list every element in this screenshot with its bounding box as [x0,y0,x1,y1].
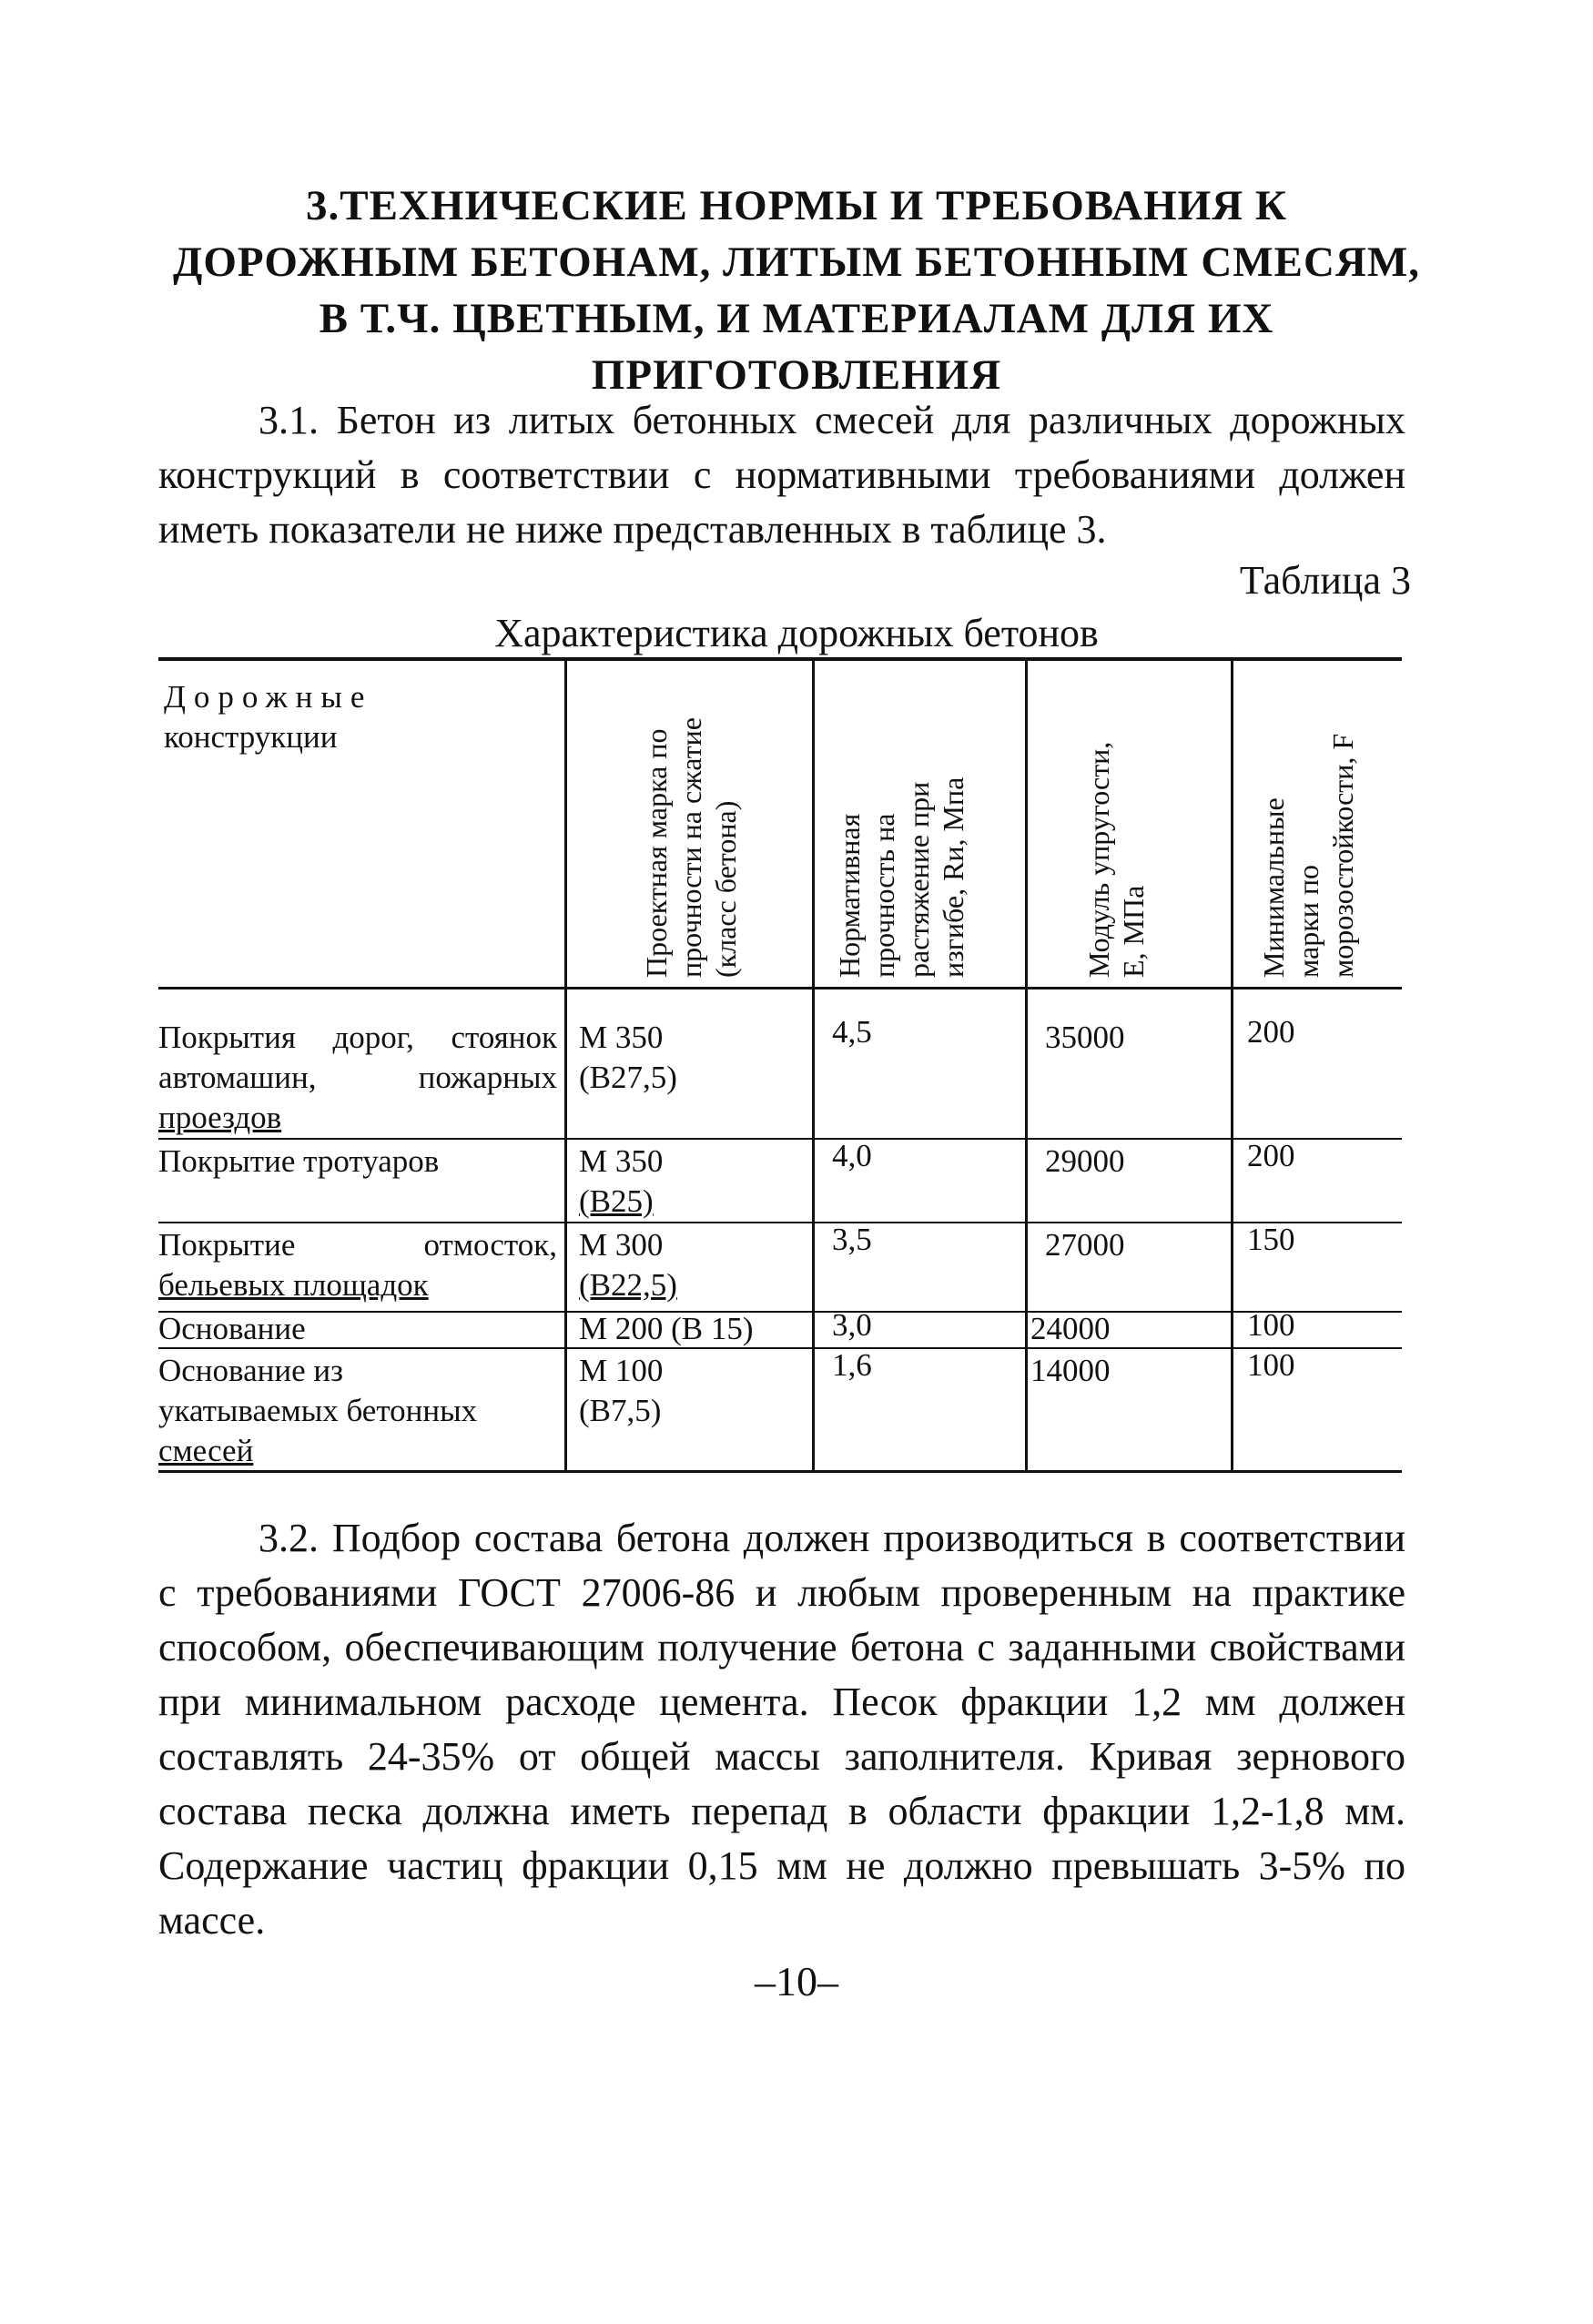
table-row-1-construction [158,1018,557,1138]
cell-line: Покрытие отмосток, [158,1227,557,1263]
row-rule [158,1222,1402,1223]
table-row-3-frost: 150 [1247,1222,1295,1257]
header-text: (класс бетона) [709,800,742,978]
cell-line: (В7,5) [579,1393,662,1428]
column-rule [1231,657,1233,1473]
table-row-4-frost: 100 [1247,1307,1295,1343]
cell-line: смесей [158,1433,254,1468]
cell-line: Покрытия дорог, стоянок [158,1020,557,1055]
cell-line: Основание из [158,1353,343,1388]
cell-line: (В22,5) [579,1267,677,1303]
paragraph-line: способом, обеспечивающим получение бетона с заданными свойствами [158,1625,1405,1669]
table-row-3-construction [158,1225,557,1305]
cell-line: (В27,5) [579,1060,677,1095]
table-row-5-modulus: 14000 [1030,1353,1111,1388]
heading-line: ДОРОЖНЫМ БЕТОНАМ, ЛИТЫМ БЕТОННЫМ СМЕСЯМ, [173,238,1420,286]
page-number: –10– [755,1958,838,2004]
table-row-2-construction [158,1142,557,1182]
table-number: Таблица 3 [1239,558,1411,603]
row-rule [158,1138,1402,1140]
cell-line: автомашин, пожарных [158,1060,557,1095]
cell-line: М 300 [579,1227,664,1263]
paragraph-line: конструкций в соответствии с нормативными требованиями должен [158,452,1405,497]
header-text: Минимальные [1257,797,1290,978]
table-row-2-grade [579,1142,663,1222]
table-row-3-strength: 3,5 [832,1222,872,1257]
cell-line: укатываемых бетонных [158,1393,478,1428]
paragraph-line: 3.1. Бетон из литых бетонных смесей для различных дорожных [259,398,1405,442]
header-text: прочности на сжатие [675,717,707,978]
header-text: морозостойкости, F [1326,733,1359,978]
paragraph-3-2 [158,1511,1405,1948]
paragraph-line: иметь показатели не ниже представленных в таблице 3. [158,507,1107,552]
header-bottom-rule [158,987,1402,989]
header-frost-resistance [1256,734,1360,978]
header-text: марки по [1292,864,1324,978]
cell-line: (В25) [579,1183,654,1219]
table-title: Характеристика дорожных бетонов [494,611,1099,655]
column-rule [1025,657,1028,1473]
heading-line: 3.ТЕХНИЧЕСКИЕ НОРМЫ И ТРЕБОВАНИЯ К [306,182,1287,229]
heading-line: ПРИГОТОВЛЕНИЯ [591,351,1002,399]
paragraph-line: с требованиями ГОСТ 27006-86 и любым проверенным на практике [158,1570,1405,1615]
table-row-5-construction [158,1351,557,1471]
cell-line: М 350 [579,1020,664,1055]
header-text: прочность на [868,813,900,978]
cell-line: Покрытие тротуаров [158,1143,440,1179]
table-row-5-grade [579,1351,663,1431]
table-row-2-strength: 4,0 [832,1138,872,1173]
paragraph-line: при минимальном расходе цемента. Песок фракции 1,2 мм должен [158,1680,1405,1724]
header-text: Модуль упругости, [1082,741,1115,978]
cell-line: М 100 [579,1353,664,1388]
header-text: Е, МПа [1117,885,1150,978]
table-row-4-construction [158,1309,557,1349]
paragraph-line: массе. [158,1898,266,1943]
table-row-3-grade [579,1225,677,1305]
table-row-1-frost: 200 [1247,1014,1295,1050]
header-text: изгибе, Rи, Мпа [937,776,969,978]
paragraph-3-1 [158,393,1405,557]
table-row-4-modulus: 24000 [1030,1311,1111,1346]
paragraph-line: 3.2. Подбор состава бетона должен производиться в соответствии [259,1516,1405,1560]
table-row-1-grade [579,1018,677,1098]
table-row-5-frost: 100 [1247,1347,1295,1383]
table-row-4-grade [579,1309,754,1349]
cell-line: М 350 [579,1143,664,1179]
paragraph-line: составлять 24-35% от общей массы заполнителя. Кривая зернового [158,1734,1405,1779]
cell-line: проездов [158,1100,282,1135]
header-text: конструкции [164,719,338,755]
header-constructions [164,677,546,757]
paragraph-line: Содержание частиц фракции 0,15 мм не должно превышать 3-5% по [158,1843,1405,1888]
header-elastic-modulus [1081,742,1151,978]
concrete-characteristics-table [158,657,1402,1472]
column-rule [812,657,815,1473]
table-row-1-strength: 4,5 [832,1014,872,1050]
header-text: Проектная марка по [640,728,673,978]
header-flexural-strength [832,777,970,978]
table-row-1-modulus: 35000 [1045,1020,1125,1055]
table-row-2-frost: 200 [1247,1138,1295,1173]
table-row-2-modulus: 29000 [1045,1143,1125,1179]
cell-line: М 200 (В 15) [579,1311,754,1346]
table-row-3-modulus: 27000 [1045,1227,1125,1263]
section-heading [155,178,1438,403]
cell-line: бельевых площадок [158,1267,429,1303]
header-design-grade [639,717,743,978]
heading-line: В Т.Ч. ЦВЕТНЫМ, И МАТЕРИАЛАМ ДЛЯ ИХ [319,295,1274,342]
header-text: Нормативная [833,813,866,978]
header-text: растяжение при [902,781,935,978]
cell-line: Основание [158,1311,306,1346]
table-top-rule [158,657,1402,661]
table-row-5-strength: 1,6 [832,1347,872,1383]
paragraph-line: состава песка должна иметь перепад в области фракции 1,2-1,8 мм. [158,1789,1405,1833]
column-rule [564,657,567,1473]
table-row-4-strength: 3,0 [832,1307,872,1343]
header-text: Дорожные [164,679,373,715]
